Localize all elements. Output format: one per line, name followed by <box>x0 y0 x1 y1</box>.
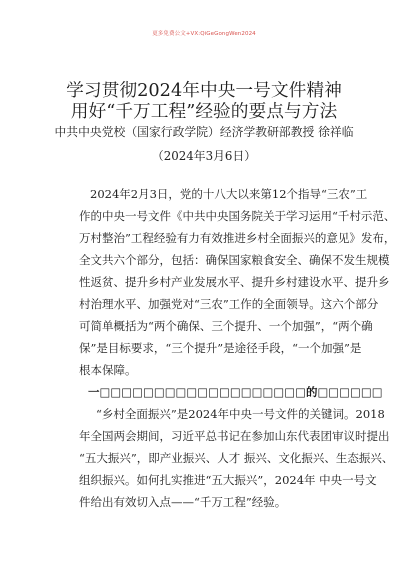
paragraph-2-line: 件给出有效切入点——“千万工程”经验。 <box>79 495 287 509</box>
paragraph-1-line: 根本保障。 <box>79 363 137 377</box>
author-line: 中共中央党校（国家行政学院）经济学教研部教授 徐祥临 <box>54 125 354 139</box>
paragraph-2-line: 年全国两会期间，习近平总书记在参加山东代表团审议时提出 <box>79 429 390 443</box>
section-heading: 一□□□□□□□□□□□□□□□□□□□的□□□□□□ <box>88 385 383 399</box>
paragraph-1-line: 保”是目标要求，“三个提升”是途径手段，“一个加强”是 <box>79 341 362 355</box>
paragraph-2-line: “乡村全面振兴”是2024年中央一号文件的关键词。2018 <box>96 407 385 421</box>
title-line-1: 学习贯彻2024年中央一号文件精神 <box>66 81 342 101</box>
paragraph-1-line: 2024年2月3日，党的十八大以来第12个指导“三农”工 <box>90 187 368 201</box>
paragraph-1-line: 性返贫、提升乡村产业发展水平、提升乡村建设水平、提升乡 <box>79 275 390 289</box>
paragraph-1-line: 村治理水平、加强党对“三农”工作的全面领导。这六个部分 <box>79 297 379 311</box>
title-line-2: 用好“千万工程”经验的要点与方法 <box>70 102 338 122</box>
date-line: （2024年3月6日） <box>151 149 257 163</box>
paragraph-1-line: 全文共六个部分，包括：确保国家粮食安全、确保不发生规模 <box>79 253 390 267</box>
paragraph-2-line: 组织振兴。如何扎实推进“五大振兴”，2024年 中央一号文 <box>79 473 377 487</box>
paragraph-1-line: 可简单概括为“两个确保、三个提升、一个加强”，“两个确 <box>79 319 373 333</box>
paragraph-2-line: “五大振兴”，即产业振兴、人才 振兴、文化振兴、生态振兴、 <box>79 451 394 465</box>
watermark: 更多免费公文+VX:QiGeGongWen2024 <box>152 31 256 37</box>
paragraph-1-line: 作的中央一号文件《中共中央国务院关于学习运用“千村示范、 <box>79 209 396 223</box>
paragraph-1-line: 万村整治”工程经验有力有效推进乡村全面振兴的意见》发布， <box>79 231 396 245</box>
